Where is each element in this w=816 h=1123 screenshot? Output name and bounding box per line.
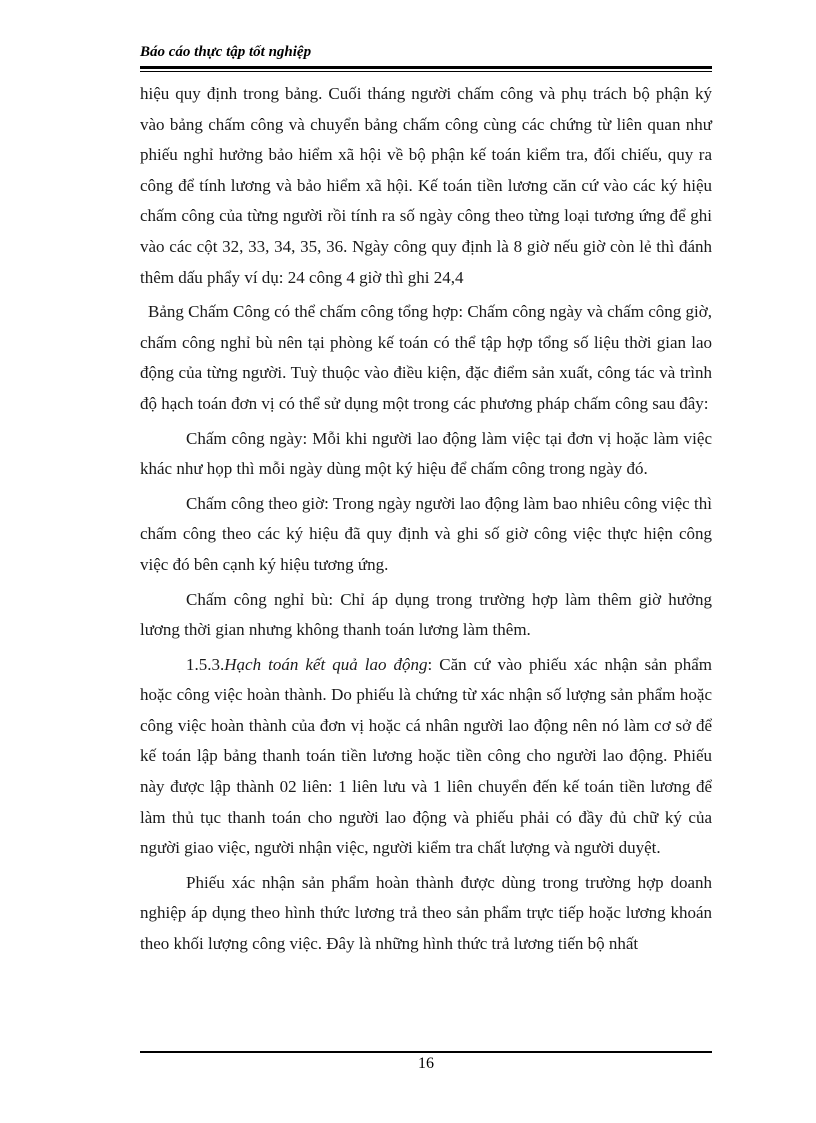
paragraph-continuation: hiệu quy định trong bảng. Cuối tháng người chấm công và phụ trách bộ phận ký vào bảng chấm công và chuyển bảng chấm công cùng các chứng từ liên quan như phiếu nghỉ hưởng bảo hiểm xã hội về bộ phận kế toán kiểm tra, đối chiếu, quy ra công để tính lương và bảo hiểm xã hội. Kế toán tiền lương căn cứ vào các ký hiệu chấm công của từng người rồi tính ra số ngày công theo từng loại tương ứng để ghi vào các cột 32, 33, 34, 35, 36. Ngày công quy định là 8 giờ nếu giờ còn lẻ thì đánh thêm dấu phẩy ví dụ: 24 công 4 giờ thì ghi 24,4 [140,84,712,287]
paragraph-phieu-xac-nhan: Phiếu xác nhận sản phẩm hoàn thành được dùng trong trường hợp doanh nghiệp áp dụng theo hình thức lương trả theo sản phẩm trực tiếp hoặc lương khoán theo khối lượng công việc. Đây là những hình thức trả lương tiến bộ nhất [140,872,712,954]
running-header-title: Báo cáo thực tập tốt nghiệp [140,44,312,60]
paragraph-section-1-5-3 [140,650,712,864]
section-title: Hạch toán kết quả lao động [224,654,428,674]
paragraph-cham-cong-theo-gio: Chấm công theo giờ: Trong ngày người lao động làm bao nhiêu công việc thì chấm công theo các ký hiệu đã quy định và ghi số giờ công việc thực hiện công việc đó bên cạnh ký hiệu tương ứng. [140,493,712,574]
header-rule [140,66,712,69]
section-number: 1.5.3. [186,654,225,674]
document-body [140,79,712,960]
section-text: Căn cứ vào phiếu xác nhận sản phẩm hoặc công việc hoàn thành. Do phiếu là chứng từ xác nhận số lượng sản phẩm hoặc công việc hoàn thành của đơn vị hoặc cá nhân người lao động nên nó làm cơ sở để kế toán lập bảng thanh toán tiền lương hoặc tiền công cho người lao động. Phiếu này được lập thành 02 liên: 1 liên lưu và 1 liên chuyển đến kế toán tiền lương để làm thủ tục thanh toán cho người lao động và phiếu phải có đầy đủ chữ ký của người giao việc, người nhận việc, người kiểm tra chất lượng và người duyệt. [140,654,712,858]
section-separator: : [427,654,440,674]
paragraph-cham-cong-ngay: Chấm công ngày: Mỗi khi người lao động làm việc tại đơn vị hoặc làm việc khác như họp thì mỗi ngày dùng một ký hiệu để chấm công trong ngày đó. [140,428,712,479]
page-number: 16 [418,1055,434,1072]
footer-rule [140,1051,712,1053]
paragraph-bang-cham-cong: Bảng Chấm Công có thể chấm công tổng hợp: Chấm công ngày và chấm công giờ, chấm công nghỉ bù nên tại phòng kế toán có thể tập hợp tổng số liệu thời gian lao động của từng người. Tuỳ thuộc vào điều kiện, đặc điểm sản xuất, công tác và trình độ hạch toán đơn vị có thể sử dụng một trong các phương pháp chấm công sau đây: [140,302,712,413]
paragraph-cham-cong-nghi-bu: Chấm công nghỉ bù: Chỉ áp dụng trong trường hợp làm thêm giờ hưởng lương thời gian nhưng không thanh toán lương làm thêm. [140,589,712,640]
header-rule-thin [140,71,712,72]
